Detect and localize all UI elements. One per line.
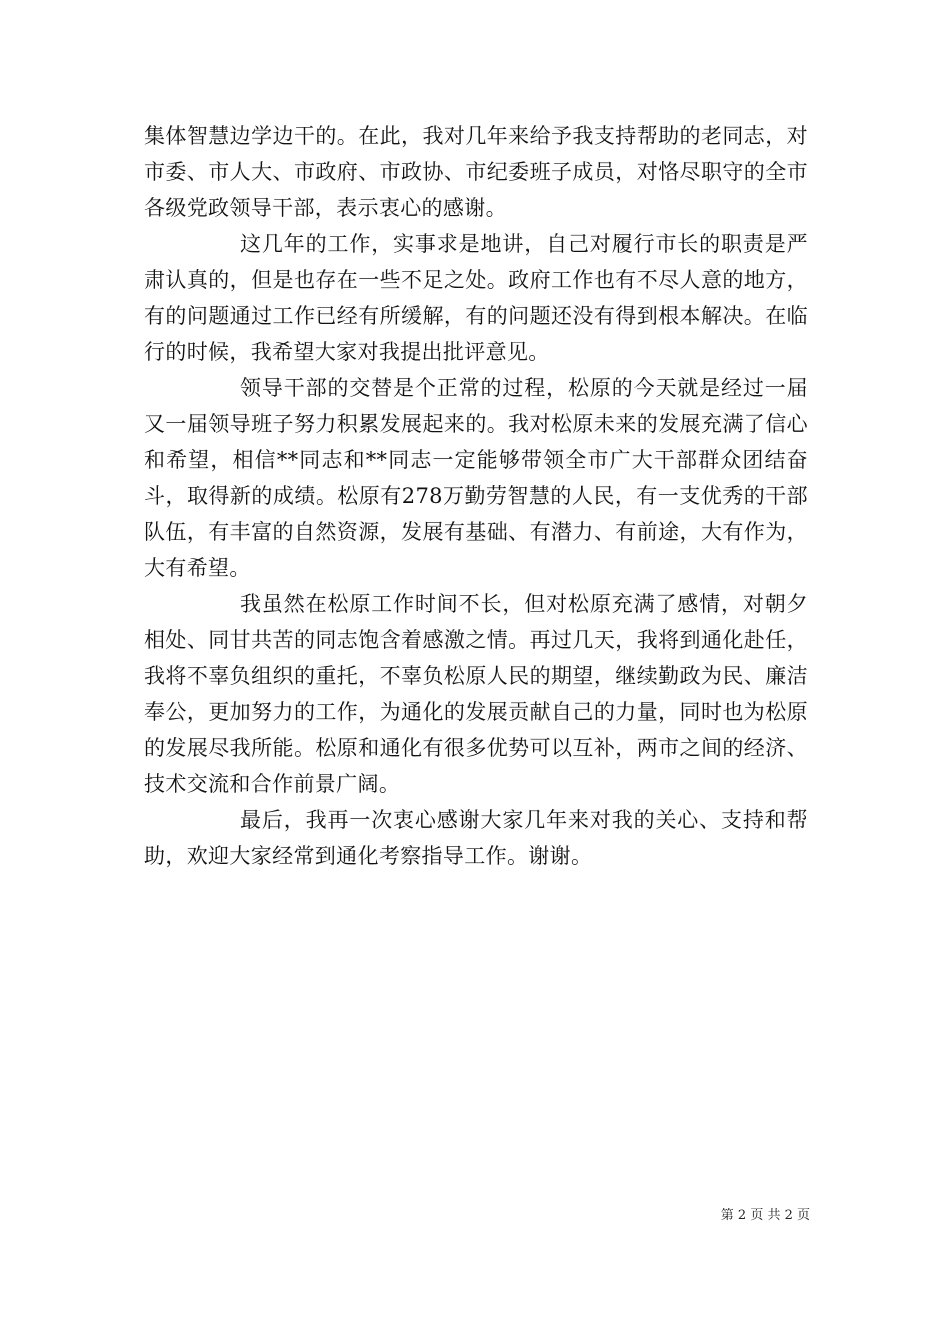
paragraph-work-review: 这几年的工作，实事求是地讲，自己对履行市长的职责是严肃认真的，但是也存在一些不足之处。政府工作也有不尽人意的地方，有的问题通过工作已经有所缓解，有的问题还没有得到根本解决。在临行的时候，我希望大家对我提出批评意见。 bbox=[144, 232, 808, 364]
document-body bbox=[144, 118, 808, 874]
paragraph-closing: 最后，我再一次衷心感谢大家几年来对我的关心、支持和帮助，欢迎大家经常到通化考察指导工作。谢谢。 bbox=[144, 808, 808, 868]
paragraph-leadership-transition: 领导干部的交替是个正常的过程，松原的今天就是经过一届又一届领导班子努力积累发展起来的。我对松原未来的发展充满了信心和希望，相信**同志和**同志一定能够带领全市广大干部群众团结奋斗，取得新的成绩。松原有278万勤劳智慧的人民，有一支优秀的干部队伍，有丰富的自然资源，发展有基础、有潜力、有前途，大有作为，大有希望。 bbox=[144, 376, 808, 580]
paragraph-farewell: 我虽然在松原工作时间不长，但对松原充满了感情，对朝夕相处、同甘共苦的同志饱含着感激之情。再过几天，我将到通化赴任，我将不辜负组织的重托，不辜负松原人民的期望，继续勤政为民、廉洁奉公，更加努力的工作，为通化的发展贡献自己的力量，同时也为松原的发展尽我所能。松原和通化有很多优势可以互补，两市之间的经济、技术交流和合作前景广阔。 bbox=[144, 592, 808, 796]
paragraph-continuation: 集体智慧边学边干的。在此，我对几年来给予我支持帮助的老同志，对市委、市人大、市政府、市政协、市纪委班子成员，对恪尽职守的全市各级党政领导干部，表示衷心的感谢。 bbox=[144, 124, 808, 220]
page-number-footer: 第 2 页 共 2 页 bbox=[720, 1208, 810, 1223]
